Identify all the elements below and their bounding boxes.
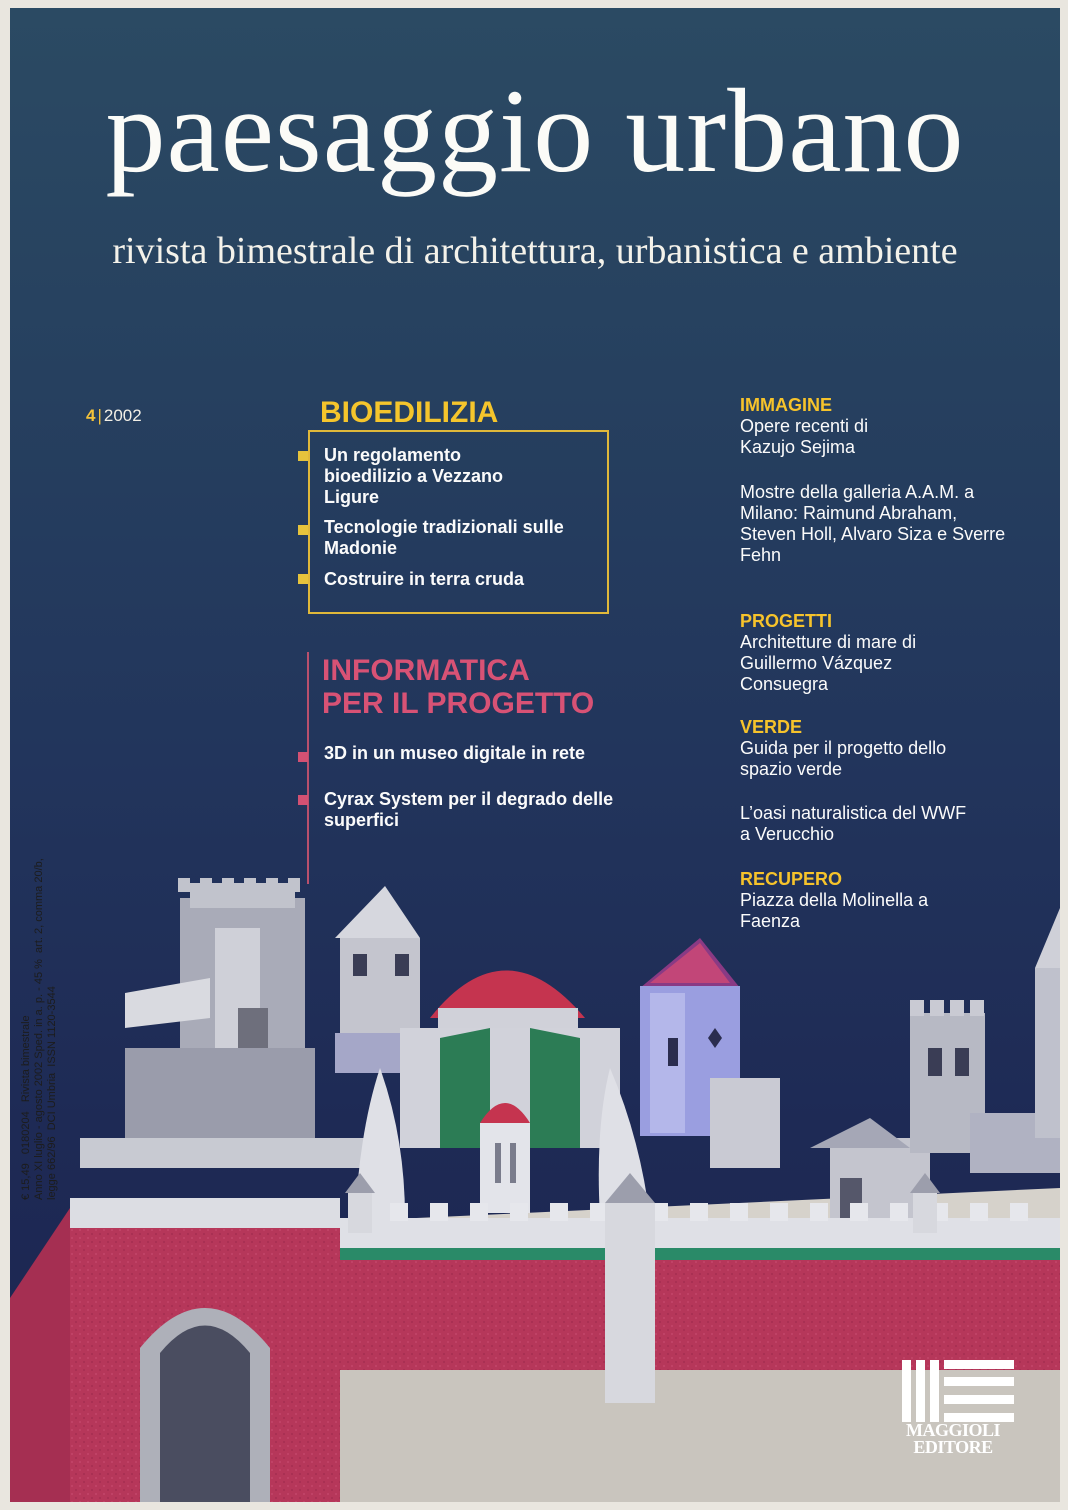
- informatica-item-1: 3D in un museo digitale in rete: [324, 743, 586, 763]
- category-recupero: RECUPERO: [740, 869, 843, 889]
- category-verde: VERDE: [740, 717, 803, 737]
- magazine-cover: [10, 8, 1060, 1502]
- publisher-line1: MAGGIOLI: [905, 1420, 1000, 1440]
- bullet-icon: [298, 525, 308, 535]
- category-immagine: IMMAGINE: [740, 395, 832, 415]
- issue-number: 4 | 2002: [86, 406, 142, 425]
- publication-info-line3: legge 662/96 DCI Umbria ISSN 1120-3544: [46, 986, 58, 1200]
- category-progetti: PROGETTI: [740, 611, 833, 631]
- section-title-line1: INFORMATICA: [322, 654, 530, 687]
- informatica-item-2: Cyrax System per il degrado delle superfici: [324, 789, 614, 830]
- bullet-icon: [298, 451, 308, 461]
- recupero-entry-1: Piazza della Molinella a Faenza: [740, 890, 929, 931]
- maggioli-logo-icon: [902, 1360, 1014, 1422]
- publication-info-line2: Anno XI luglio - agosto 2002 Sped. in a. p. - 45 % art. 2, comma 20/b,: [33, 858, 45, 1200]
- publication-info: [20, 858, 59, 1200]
- bioedilizia-item-1: Un regolamento bioedilizio a Vezzano Ligure: [324, 445, 504, 507]
- verde-entry-1: Guida per il progetto dello spazio verde: [740, 738, 947, 779]
- bioedilizia-item-3: Costruire in terra cruda: [324, 569, 525, 589]
- bullet-icon: [298, 752, 308, 762]
- bullet-icon: [298, 574, 308, 584]
- progetti-entry-1: Architetture di mare di Guillermo Vázquez Consuegra: [740, 632, 917, 694]
- section-title-bioedilizia: BIOEDILIZIA: [320, 396, 499, 429]
- section-divider: [307, 652, 309, 884]
- verde-entry-2: L’oasi naturalistica del WWF a Verucchio: [740, 803, 967, 844]
- issue-year: 2002: [103, 406, 142, 425]
- issue-num: 4: [86, 406, 96, 425]
- immagine-entry-2: Mostre della galleria A.A.M. a Milano: Raimund Abraham, Steven Holl, Alvaro Siza e Sverre Fehn: [740, 482, 1006, 565]
- section-title-line2: PER IL PROGETTO: [322, 687, 595, 720]
- publisher-line2: EDITORE: [913, 1437, 993, 1457]
- bioedilizia-item-2: Tecnologie tradizionali sulle Madonie: [324, 517, 564, 558]
- publication-info-line1: € 15,49 0180204 Rivista bimestrale: [20, 1015, 32, 1200]
- section-title-informatica: [322, 654, 594, 720]
- magazine-title: paesaggio urbano: [105, 64, 965, 197]
- bullet-icon: [298, 795, 308, 805]
- magazine-subtitle: rivista bimestrale di architettura, urbanistica e ambiente: [112, 230, 958, 272]
- immagine-entry-1: Opere recenti di Kazujo Sejima: [740, 416, 869, 457]
- publisher-name: [888, 1422, 1018, 1456]
